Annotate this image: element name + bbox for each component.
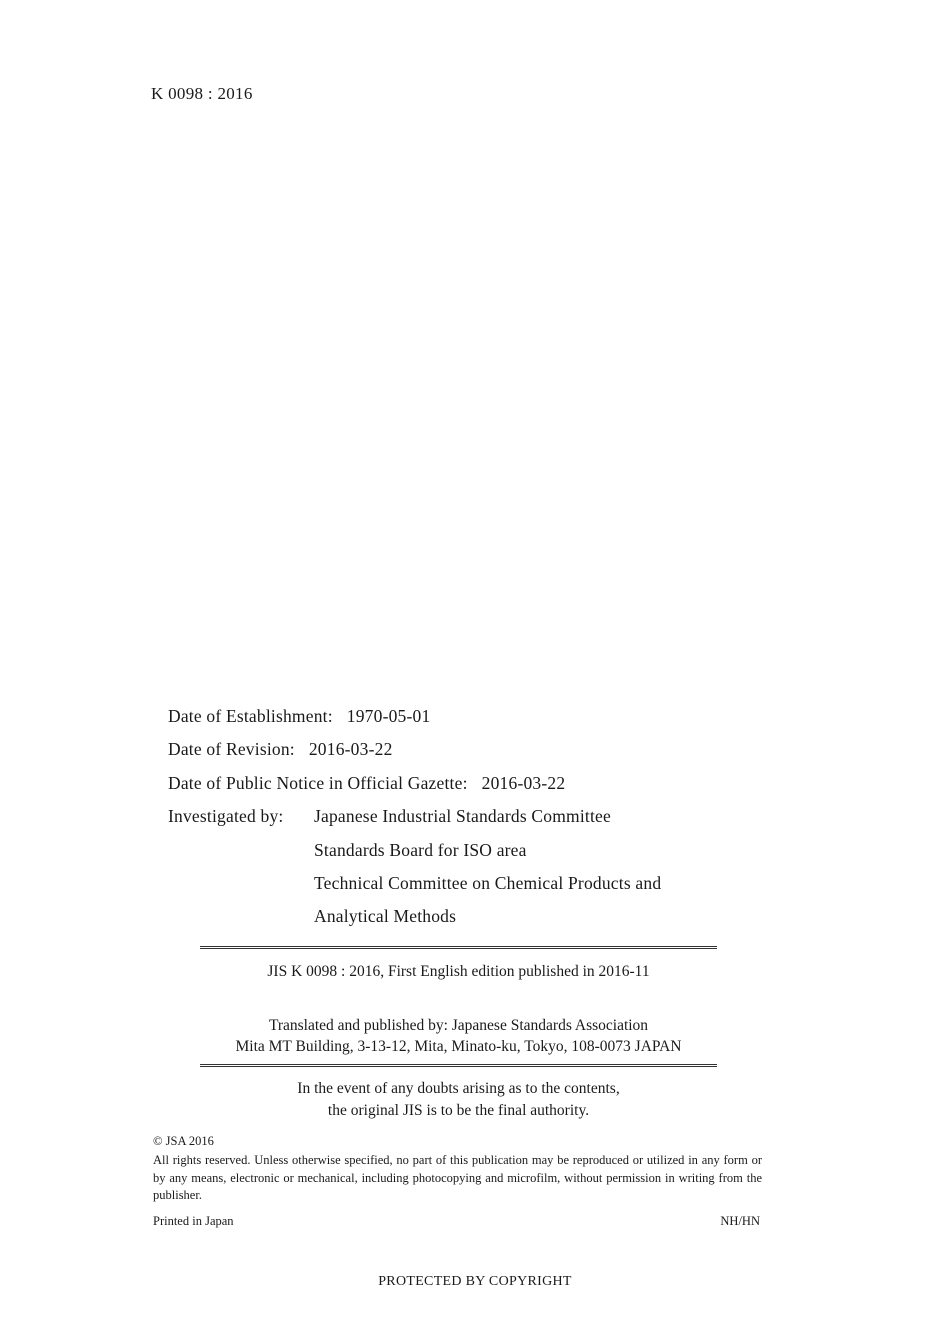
gazette-row bbox=[168, 773, 565, 794]
revision-label: Date of Revision: bbox=[168, 739, 295, 759]
revision-value: 2016-03-22 bbox=[308, 739, 393, 759]
authority-line: In the event of any doubts arising as to the contents, bbox=[297, 1080, 620, 1097]
investigator-line: Japanese Industrial Standards Committee bbox=[314, 806, 611, 826]
copyright-owner: © JSA 2016 bbox=[153, 1134, 214, 1148]
investigated-label: Investigated by: bbox=[168, 806, 284, 826]
divider-bottom bbox=[200, 1064, 717, 1067]
revision-row bbox=[168, 739, 393, 760]
gazette-value: 2016-03-22 bbox=[481, 773, 566, 793]
gazette-label: Date of Public Notice in Official Gazette: bbox=[168, 773, 468, 793]
investigator-line: Technical Committee on Chemical Products and bbox=[314, 873, 662, 893]
authority-line: the original JIS is to be the final authority. bbox=[327, 1102, 590, 1119]
publisher-line: Translated and published by: Japanese Standards Association bbox=[268, 1017, 649, 1034]
establishment-value: 1970-05-01 bbox=[346, 706, 431, 726]
rights-statement: All rights reserved. Unless otherwise specified, no part of this publication may be reproduced or utilized in any form or by any means, electronic or mechanical, including photocopying and microfilm, without permission in writing from the publisher. bbox=[153, 1153, 762, 1202]
establishment-row bbox=[168, 706, 430, 727]
print-code: NH/HN bbox=[720, 1214, 760, 1228]
edition-text: JIS K 0098 : 2016, First English edition published in 2016-11 bbox=[267, 963, 650, 980]
document-code: K 0098 : 2016 bbox=[151, 84, 253, 103]
investigator-line: Analytical Methods bbox=[314, 906, 457, 926]
divider-top bbox=[200, 946, 717, 949]
publisher-block bbox=[200, 1015, 717, 1057]
printed-in: Printed in Japan bbox=[153, 1214, 234, 1228]
edition-note bbox=[200, 963, 717, 981]
authority-note bbox=[200, 1078, 717, 1122]
establishment-label: Date of Establishment: bbox=[168, 706, 333, 726]
investigator-line: Standards Board for ISO area bbox=[314, 840, 527, 860]
publisher-address: Mita MT Building, 3-13-12, Mita, Minato-ku, Tokyo, 108-0073 JAPAN bbox=[235, 1038, 682, 1055]
copyright-footer: PROTECTED BY COPYRIGHT bbox=[378, 1274, 572, 1289]
